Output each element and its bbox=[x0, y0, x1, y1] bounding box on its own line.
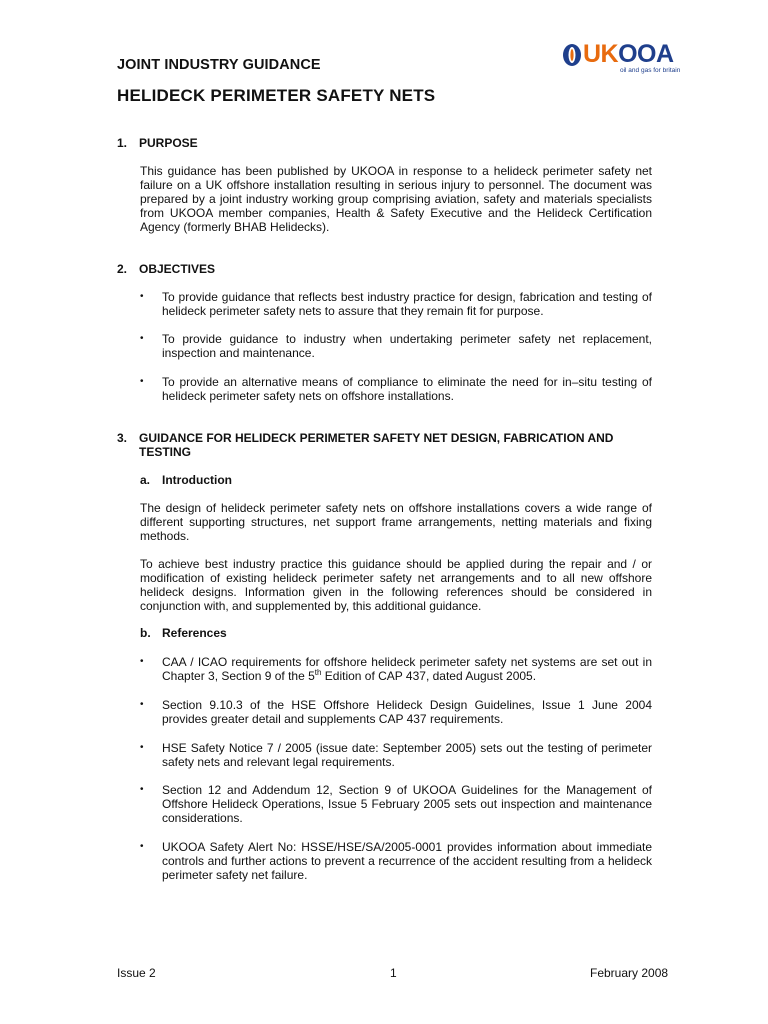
header-title: JOINT INDUSTRY GUIDANCE bbox=[117, 57, 321, 73]
introduction-paragraph-1: The design of helideck perimeter safety nets on offshore installations covers a wide range of different supporting structures, net support frame arrangements, netting materials and fixing methods. bbox=[140, 501, 652, 543]
footer-page-number: 1 bbox=[390, 966, 397, 980]
logo-tagline: oil and gas for britain bbox=[620, 67, 681, 74]
section-1-heading: 1. PURPOSE bbox=[117, 136, 198, 150]
bullet-icon: • bbox=[140, 333, 144, 344]
bullet-icon: • bbox=[140, 699, 144, 710]
footer-issue: Issue 2 bbox=[117, 966, 156, 980]
footer-date: February 2008 bbox=[590, 966, 669, 980]
bullet-icon: • bbox=[140, 656, 144, 667]
section-2-heading: 2. OBJECTIVES bbox=[117, 262, 216, 276]
ukooa-logo-mark-icon bbox=[562, 43, 582, 67]
bullet-icon: • bbox=[140, 291, 144, 302]
bullet-icon: • bbox=[140, 841, 144, 852]
section-3-heading: 3. GUIDANCE FOR HELIDECK PERIMETER SAFETY NET DESIGN, FABRICATION AND TESTING bbox=[117, 431, 614, 459]
introduction-paragraph-2: To achieve best industry practice this guidance should be applied during the repair and / or modification of existing helideck perimeter safety net arrangements and to all new offshore helideck designs. Information given in the following references should be considered in conjunction with, and supplemented by, this additional guidance. bbox=[140, 557, 652, 613]
document-title: HELIDECK PERIMETER SAFETY NETS bbox=[117, 86, 436, 105]
subsection-a-heading: a. Introduction bbox=[140, 473, 232, 487]
ukooa-logo bbox=[562, 40, 682, 76]
purpose-paragraph: This guidance has been published by UKOOA in response to a helideck perimeter safety net failure on a UK offshore installation resulting in serious injury to personnel. The document was prepared by a joint industry working group comprising aviation, safety and materials specialists from UKOOA member companies, Health & Safety Executive and the Helideck Certification Agency (formerly BHAB Helidecks). bbox=[140, 164, 652, 234]
bullet-icon: • bbox=[140, 376, 144, 387]
bullet-icon: • bbox=[140, 784, 144, 795]
subsection-b-heading: b. References bbox=[140, 626, 227, 640]
document-page: JOINT INDUSTRY GUIDANCE HELIDECK PERIMETER SAFETY NETS UKOOA oil and gas for britain 1. PURPOSE This guidance has been published by UKOOA in response to a helideck perimeter safety net failure on a UK offshore installation resulting in serious injury to personnel. The document was prepared by a joint industry working group comprising aviation, safety and materials specialists from UKOOA member companies, Health & Safety Executive and the Helideck Certification Agency (formerly BHAB Helidecks). 2. OBJECTIVES • To provide guidance that reflects best industry practice for design, fabrication and testing of helideck perimeter safety nets to assure that they remain fit for purpose. • To provide guidance to industry when undertaking perimeter safety net replacement, inspection and maintenance. • To provide an alternative means of compliance to eliminate the need for in–situ testing of helideck perimeter safety nets on offshore installations. 3. GUIDANCE FOR HELIDECK PERIMETER SAFETY NET DESIGN, FABRICATION AND TESTING a. Introduction The design of helideck perimeter safety nets on offshore installations covers a wide range of different supporting structures, net support frame arrangements, netting materials and fixing methods. To achieve best industry practice this guidance should be applied during the repair and / or modification of existing helideck perimeter safety net arrangements and to all new offshore helideck designs. Information given in the following references should be considered in conjunction with, and supplemented by, this additional guidance. b. References • CAA / ICAO requirements for offshore helideck perimeter safety net systems are set out in Chapter 3, Section 9 of the 5th Edition of CAP 437, dated August 2005. • Section 9.10.3 of the HSE Offshore Helideck Design Guidelines, Issue 1 June 2004 provides greater detail and supplements CAP 437 requirements. • HSE Safety Notice 7 / 2005 (issue date: September 2005) sets out the testing of perimeter safety nets and relevant legal requirements. • Section 12 and Addendum 12, Section 9 of UKOOA Guidelines for the Management of Offshore Helideck Operations, Issue 5 February 2005 sets out inspection and maintenance considerations. • UKOOA Safety Alert No: HSSE/HSE/SA/2005-0001 provides information about immediate controls and further actions to prevent a recurrence of the accident resulting from a helideck perimeter safety net failure. Issue 2 1 February 2008 bbox=[117, 40, 681, 980]
logo-wordmark: UKOOA bbox=[583, 40, 674, 68]
bullet-icon: • bbox=[140, 742, 144, 753]
